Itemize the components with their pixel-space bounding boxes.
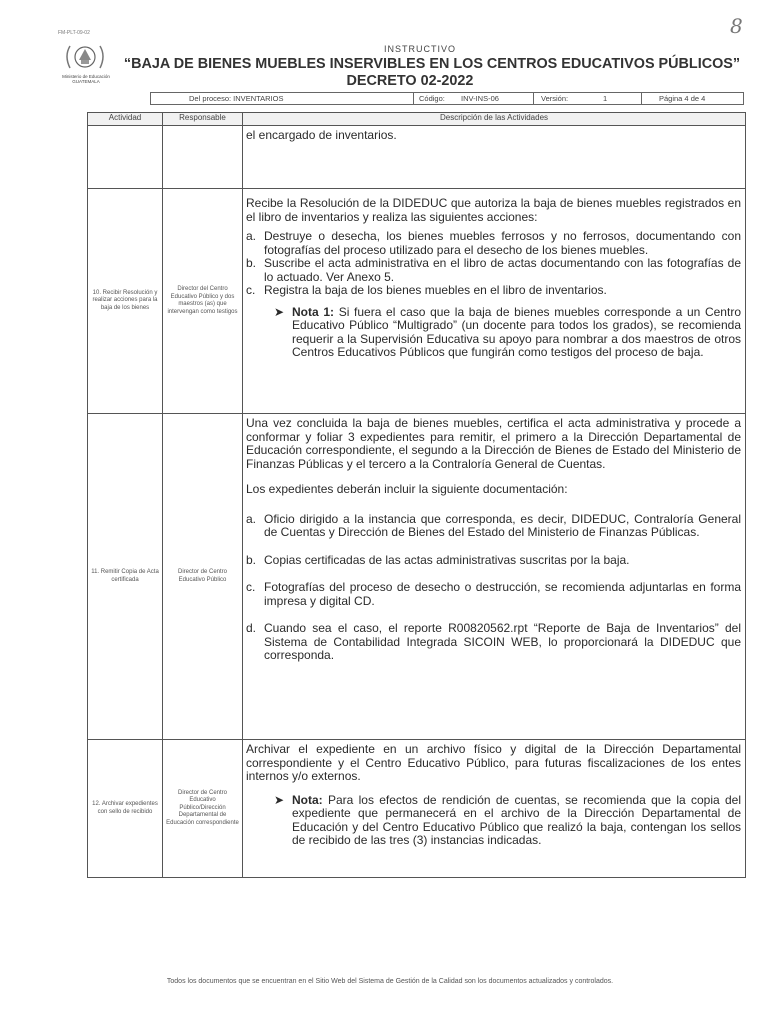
list-item: b. Suscribe el acta administrativa en el libro de actas documentando con las fotografías de lo actuado. Ver Anexo 5.	[246, 256, 741, 284]
actividad-cell: 10. Recibir Resolución y realizar acciones para la baja de los bienes	[88, 189, 163, 414]
code-value: INV-INS-06	[461, 94, 499, 103]
table-row	[88, 189, 746, 414]
form-code: FM-PLT-09-02	[58, 30, 90, 36]
page-indicator: Página 4 de 4	[659, 94, 706, 103]
document-title: “BAJA DE BIENES MUEBLES INSERVIBLES EN LOS CENTROS EDUCATIVOS PÚBLICOS”	[123, 56, 741, 72]
list-item: d. Cuando sea el caso, el reporte R00820562.rpt “Reporte de Baja de Inventarios” del Sistema de Contabilidad Integrada SICOIN WEB, lo proporcionará la DIDEDUC que corresponda.	[246, 621, 741, 662]
arrow-bullet-icon: ➤	[274, 304, 285, 319]
seal-caption: Ministerio de Educación GUATEMALA	[62, 74, 110, 84]
responsable-cell: Director de Centro Educativo Público/Dirección Departamental de Educación correspondiente	[163, 740, 243, 878]
arrow-bullet-icon: ➤	[274, 792, 285, 807]
row-intro: Una vez concluida la baja de bienes muebles, certifica el acta administrativa y procede a conformar y foliar 3 expedientes para remitir, el primero a la Dirección Departamental de Educación correspondiente, el segundo a la Dirección de Bienes de Estado del Ministerio de Finanzas Públicas y el tercero a la Contraloría General de Cuentas.	[246, 416, 741, 471]
row-intro-2: Los expedientes deberán incluir la siguiente documentación:	[246, 482, 568, 496]
list-item: b. Copias certificadas de las actas administrativas suscritas por la baja.	[246, 552, 630, 567]
responsable-cell: Director del Centro Educativo Público y dos maestros (as) que intervengan como testigos	[163, 189, 243, 414]
document-subtitle: DECRETO 02-2022	[346, 73, 474, 89]
responsable-cell	[163, 126, 243, 189]
code-label: Código:	[419, 94, 445, 103]
actividad-cell: 11. Remitir Copia de Acta certificada	[88, 414, 163, 740]
descripcion-cell	[243, 414, 746, 740]
responsable-cell: Director de Centro Educativo Público	[163, 414, 243, 740]
note-block	[274, 306, 741, 360]
note-label: Nota 1:	[292, 304, 335, 319]
document-type: INSTRUCTIVO	[383, 44, 456, 54]
table-header-row	[88, 113, 746, 126]
list-item: a. Oficio dirigido a la instancia que corresponda, es decir, DIDEDUC, Contraloría General de Cuentas y Dirección de Bienes del Estado del Ministerio de Finanzas Públicas.	[246, 511, 741, 539]
activities-table	[87, 112, 746, 878]
table-row	[88, 126, 746, 189]
table-row	[88, 414, 746, 740]
note-block	[274, 794, 741, 848]
continuation-text: el encargado de inventarios.	[246, 128, 397, 142]
note-text: Si fuera el caso que la baja de bienes muebles corresponde a un Centro Educativo Público “Multigrado” (un docente para todos los grados), se recomienda requerir a la Supervisión Educativa su apoyo para nombrar a dos maestros de otros Centros Educativos Públicos que fungirán como testigos del proceso de baja.	[292, 304, 741, 359]
row-intro: Recibe la Resolución de la DIDEDUC que autoriza la baja de bienes muebles registrados en el libro de inventarios y realiza las siguientes acciones:	[246, 196, 741, 224]
process-label: Del proceso: INVENTARIOS	[189, 94, 284, 103]
table-row	[88, 740, 746, 878]
document-metadata-bar	[150, 92, 744, 105]
list-item: a. Destruye o desecha, los bienes muebles ferrosos y no ferrosos, documentando con fotografías del proceso utilizado para el desecho de los bienes muebles.	[246, 229, 741, 257]
descripcion-cell	[243, 189, 746, 414]
descripcion-cell	[243, 740, 746, 878]
list-item: c. Registra la baja de los bienes muebles en el libro de inventarios.	[246, 283, 607, 297]
header-descripcion: Descripción de las Actividades	[243, 113, 746, 126]
list-item: c. Fotografías del proceso de desecho o destrucción, se recomienda adjuntarlas en forma impresa y digital CD.	[246, 580, 741, 608]
descripcion-cell	[243, 126, 746, 189]
version-label: Versión:	[541, 94, 569, 103]
actividad-cell	[88, 126, 163, 189]
header-responsable: Responsable	[163, 113, 243, 126]
version-value: 1	[603, 94, 608, 103]
footer-note: Todos los documentos que se encuentran en el Sitio Web del Sistema de Gestión de la Calidad son los documentos actualizados y controlados.	[166, 978, 614, 985]
header-actividad: Actividad	[88, 113, 163, 126]
actividad-cell: 12. Archivar expedientes con sello de recibido	[88, 740, 163, 878]
row-intro: Archivar el expediente en un archivo físico y digital de la Dirección Departamental correspondiente y el Centro Educativo Público, para futuras fiscalizaciones de los entes internos y/o externos.	[246, 742, 741, 783]
handwritten-page-number: 8	[730, 14, 743, 38]
note-label: Nota:	[292, 792, 323, 807]
note-text: Para los efectos de rendición de cuentas, se recomienda que la copia del expediente que permanecerá en el archivo de la Dirección Departamental de Educación y del Centro Educativo Público que realizó la baja, contengan los sellos de recibido de las tres (3) instancias indicadas.	[292, 792, 741, 847]
